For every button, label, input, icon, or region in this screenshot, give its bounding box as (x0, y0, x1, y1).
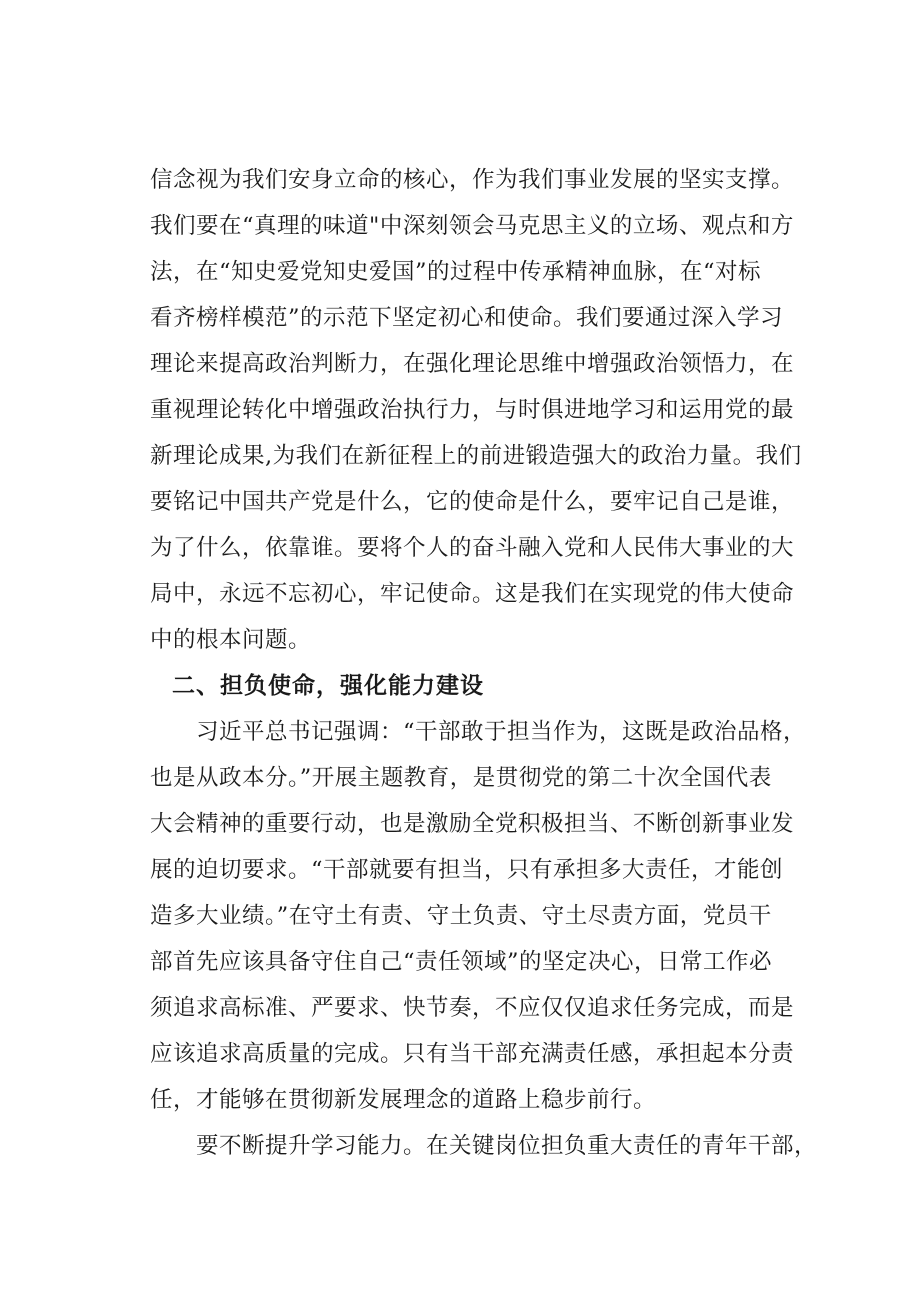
paragraph-line: 中的根本问题。 (150, 627, 312, 653)
paragraph-line: 法，在“知史爱党知史爱国”的过程中传承精神血脉，在“对标 (150, 259, 762, 285)
paragraph-line: 部首先应该具备守住自己“责任领域”的坚定决心，日常工作必 (150, 949, 773, 975)
paragraph-line: 理论来提高政治判断力，在强化理论思维中增强政治领悟力，在 (150, 351, 795, 377)
paragraph-line: 要不断提升学习能力。在关键岗位担负重大责任的青年干部， (196, 1133, 818, 1159)
paragraph-line: 新理论成果,为我们在新征程上的前进锻造强大的政治力量。我们 (150, 443, 802, 469)
paragraph-line: 也是从政本分。”开展主题教育，是贯彻党的第二十次全国代表 (150, 765, 772, 791)
paragraph-line: 重视理论转化中增强政治执行力，与时俱进地学习和运用党的最 (150, 397, 795, 423)
paragraph-line: 造多大业绩。”在守土有责、守土负责、守土尽责方面，党员干 (150, 903, 772, 929)
paragraph-line: 大会精神的重要行动，也是激励全党积极担当、不断创新事业发 (150, 811, 795, 837)
paragraph-line: 局中，永远不忘初心，牢记使命。这是我们在实现党的伟大使命 (150, 581, 795, 607)
paragraph-line: 看齐榜样模范”的示范下坚定初心和使命。我们要通过深入学习 (150, 305, 784, 331)
paragraph-line: 为了什么，依靠谁。要将个人的奋斗融入党和人民伟大事业的大 (150, 535, 795, 561)
paragraph-line: 习近平总书记强调：“干部敢于担当作为，这既是政治品格， (196, 719, 807, 745)
paragraph-line: 要铭记中国共产党是什么，它的使命是什么，要牢记自己是谁， (150, 489, 795, 515)
paragraph-line: 应该追求高质量的完成。只有当干部充满责任感，承担起本分责 (150, 1041, 795, 1067)
section-heading: 二、担负使命，强化能力建设 (172, 673, 484, 699)
paragraph-line: 任，才能够在贯彻新发展理念的道路上稳步前行。 (150, 1087, 657, 1113)
paragraph-line: 展的迫切要求。“干部就要有担当，只有承担多大责任，才能创 (150, 857, 784, 883)
paragraph-line: 我们要在“真理的味道"中深刻领会马克思主义的立场、观点和方 (150, 213, 794, 239)
paragraph-line: 信念视为我们安身立命的核心，作为我们事业发展的坚实支撑。 (150, 167, 795, 193)
paragraph-line: 须追求高标准、严要求、快节奏，不应仅仅追求任务完成，而是 (150, 995, 795, 1021)
